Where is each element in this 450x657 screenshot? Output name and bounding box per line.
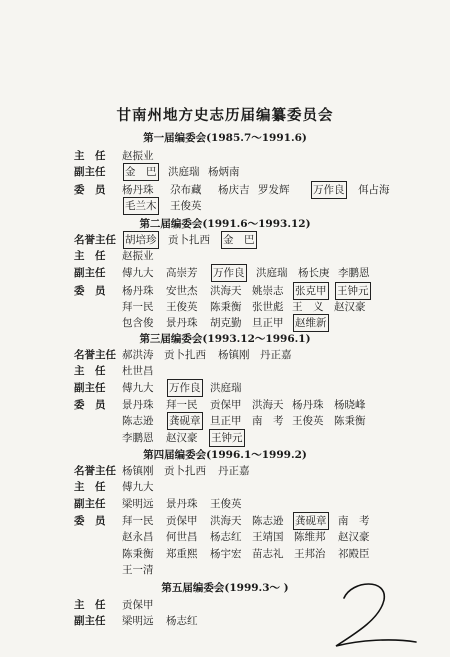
member-name-boxed: 胡培珍 xyxy=(125,234,157,246)
member-row xyxy=(0,299,450,315)
role-label: 主 任 xyxy=(74,365,106,377)
member-name: 杨丹珠 xyxy=(292,399,324,411)
member-name: 安世杰 xyxy=(166,285,198,297)
member-name: 杨长庚 xyxy=(298,267,330,279)
member-name: 景丹珠 xyxy=(122,399,154,411)
member-name: 杨丹珠 xyxy=(122,285,154,297)
member-name-boxed: 龚砚章 xyxy=(169,415,201,427)
member-row xyxy=(0,347,450,363)
member-name: 贡保甲 xyxy=(166,515,198,527)
member-name: 丹正嘉 xyxy=(260,349,292,361)
member-row xyxy=(0,463,450,479)
member-name-boxed: 赵维新 xyxy=(295,317,327,329)
member-row xyxy=(0,283,450,299)
role-label: 副主任 xyxy=(74,382,106,394)
section-heading: 第二届编委会(1991.6～1993.12) xyxy=(139,218,311,230)
member-name: 王邦治 xyxy=(294,548,326,560)
member-row xyxy=(0,496,450,512)
member-name: 拜一民 xyxy=(122,515,154,527)
member-name: 王 义 xyxy=(292,301,324,313)
member-row xyxy=(0,363,450,379)
member-name-boxed: 龚砚章 xyxy=(295,515,327,527)
member-name: 郑重熙 xyxy=(166,548,198,560)
page-title: 甘南州地方史志历届编纂委员会 xyxy=(116,107,334,124)
member-name: 陈志逊 xyxy=(252,515,284,527)
member-name: 拜一民 xyxy=(166,399,198,411)
member-name: 傅九大 xyxy=(122,382,154,394)
member-name: 旦正甲 xyxy=(210,415,242,427)
role-label: 名誉主任 xyxy=(74,234,116,246)
member-row xyxy=(0,265,450,281)
role-label: 副主任 xyxy=(74,615,106,627)
member-name: 赵汉豪 xyxy=(166,432,198,444)
member-row xyxy=(0,198,450,214)
member-row xyxy=(0,397,450,413)
role-label: 委 员 xyxy=(74,285,106,297)
member-name: 王靖国 xyxy=(252,531,284,543)
role-label: 主 任 xyxy=(74,250,106,262)
member-name: 杨宇宏 xyxy=(210,548,242,560)
member-name: 赵永昌 xyxy=(122,531,154,543)
member-name: 丹正嘉 xyxy=(218,465,250,477)
member-name: 景丹珠 xyxy=(166,498,198,510)
member-name: 洪海天 xyxy=(210,285,242,297)
member-name: 南 考 xyxy=(252,415,284,427)
member-name: 包含俊 xyxy=(122,317,154,329)
role-label: 副主任 xyxy=(74,166,106,178)
member-name: 杜世昌 xyxy=(122,365,154,377)
member-row xyxy=(0,430,450,446)
member-name: 梁明远 xyxy=(122,615,154,627)
member-name: 王一清 xyxy=(122,564,154,576)
member-name: 胡克勤 xyxy=(210,317,242,329)
member-name: 梁明远 xyxy=(122,498,154,510)
member-name: 郝洪涛 xyxy=(122,349,154,361)
member-name: 李鹏恩 xyxy=(122,432,154,444)
member-name: 陈秉衡 xyxy=(334,415,366,427)
member-name-boxed: 王钟元 xyxy=(211,432,243,444)
member-name: 陈秉衡 xyxy=(210,301,242,313)
member-name: 杨庆吉 xyxy=(218,184,250,196)
member-row xyxy=(0,479,450,495)
member-name: 张世彪 xyxy=(252,301,284,313)
member-name: 拜一民 xyxy=(122,301,154,313)
member-row xyxy=(0,529,450,545)
member-row xyxy=(0,513,450,529)
role-label: 主 任 xyxy=(74,150,106,162)
section-heading: 第五届编委会(1999.3～ ) xyxy=(161,582,289,594)
member-name: 贡保甲 xyxy=(210,399,242,411)
member-name: 王俊英 xyxy=(292,415,324,427)
member-name: 贡保甲 xyxy=(122,599,154,611)
member-name: 杨晓峰 xyxy=(334,399,366,411)
member-name: 王俊英 xyxy=(210,498,242,510)
member-name: 佴占海 xyxy=(358,184,390,196)
section-heading: 第四届编委会(1996.1～1999.2) xyxy=(143,449,307,461)
member-name-boxed: 万作良 xyxy=(169,382,201,394)
member-name-boxed: 毛兰木 xyxy=(125,200,157,212)
member-name: 傅九大 xyxy=(122,267,154,279)
member-name: 杨镇刚 xyxy=(218,349,250,361)
role-label: 名誉主任 xyxy=(74,349,116,361)
member-row xyxy=(0,413,450,429)
member-name: 李鹏恩 xyxy=(338,267,370,279)
member-name-boxed: 王钟元 xyxy=(337,285,369,297)
member-row xyxy=(0,315,450,331)
member-row xyxy=(0,248,450,264)
member-name: 赵振业 xyxy=(122,250,154,262)
member-row xyxy=(0,380,450,396)
member-name: 洪庭瑞 xyxy=(256,267,288,279)
member-name-boxed: 万作良 xyxy=(313,184,345,196)
member-name: 陈志逊 xyxy=(122,415,154,427)
role-label: 副主任 xyxy=(74,267,106,279)
member-name: 尕布藏 xyxy=(170,184,202,196)
member-name: 赵汉豪 xyxy=(338,531,370,543)
member-name: 景丹珠 xyxy=(166,317,198,329)
member-name: 贡卜扎西 xyxy=(164,465,206,477)
member-name: 王俊英 xyxy=(170,200,202,212)
member-name: 罗发辉 xyxy=(258,184,290,196)
section-heading: 第一届编委会(1985.7～1991.6) xyxy=(143,132,307,144)
role-label: 副主任 xyxy=(74,498,106,510)
role-label: 主 任 xyxy=(74,481,106,493)
member-name: 杨志红 xyxy=(210,531,242,543)
member-row xyxy=(0,148,450,164)
member-name-boxed: 金 巴 xyxy=(125,166,157,178)
member-name: 杨志红 xyxy=(166,615,198,627)
member-name: 贡卜扎西 xyxy=(164,349,206,361)
member-name: 杨镇刚 xyxy=(122,465,154,477)
member-name: 苗志礼 xyxy=(252,548,284,560)
member-row xyxy=(0,232,450,248)
member-row xyxy=(0,182,450,198)
member-name: 洪庭瑞 xyxy=(168,166,200,178)
member-name: 杨丹珠 xyxy=(122,184,154,196)
role-label: 名誉主任 xyxy=(74,465,116,477)
member-row xyxy=(0,164,450,180)
member-name: 王俊英 xyxy=(166,301,198,313)
member-name-boxed: 张克甲 xyxy=(295,285,327,297)
member-name: 旦正甲 xyxy=(252,317,284,329)
member-name: 洪庭瑞 xyxy=(210,382,242,394)
section-heading: 第三届编委会(1993.12～1996.1) xyxy=(139,333,311,345)
member-name: 高崇芳 xyxy=(166,267,198,279)
member-name: 陈秉衡 xyxy=(122,548,154,560)
member-name-boxed: 万作良 xyxy=(213,267,245,279)
role-label: 委 员 xyxy=(74,399,106,411)
role-label: 委 员 xyxy=(74,184,106,196)
member-name: 洪海天 xyxy=(210,515,242,527)
handwritten-page-number xyxy=(330,576,420,651)
member-row xyxy=(0,546,450,562)
member-name: 祁殿臣 xyxy=(338,548,370,560)
member-name: 陈维邦 xyxy=(294,531,326,543)
member-name: 杨炳南 xyxy=(208,166,240,178)
member-name: 姚崇志 xyxy=(252,285,284,297)
member-name: 贡卜扎西 xyxy=(168,234,210,246)
role-label: 主 任 xyxy=(74,599,106,611)
role-label: 委 员 xyxy=(74,515,106,527)
member-name-boxed: 金 巴 xyxy=(223,234,255,246)
member-name: 何世昌 xyxy=(166,531,198,543)
member-name: 傅九大 xyxy=(122,481,154,493)
member-name: 洪海天 xyxy=(252,399,284,411)
member-name: 赵振业 xyxy=(122,150,154,162)
member-name: 南 考 xyxy=(338,515,370,527)
member-name: 赵汉豪 xyxy=(334,301,366,313)
